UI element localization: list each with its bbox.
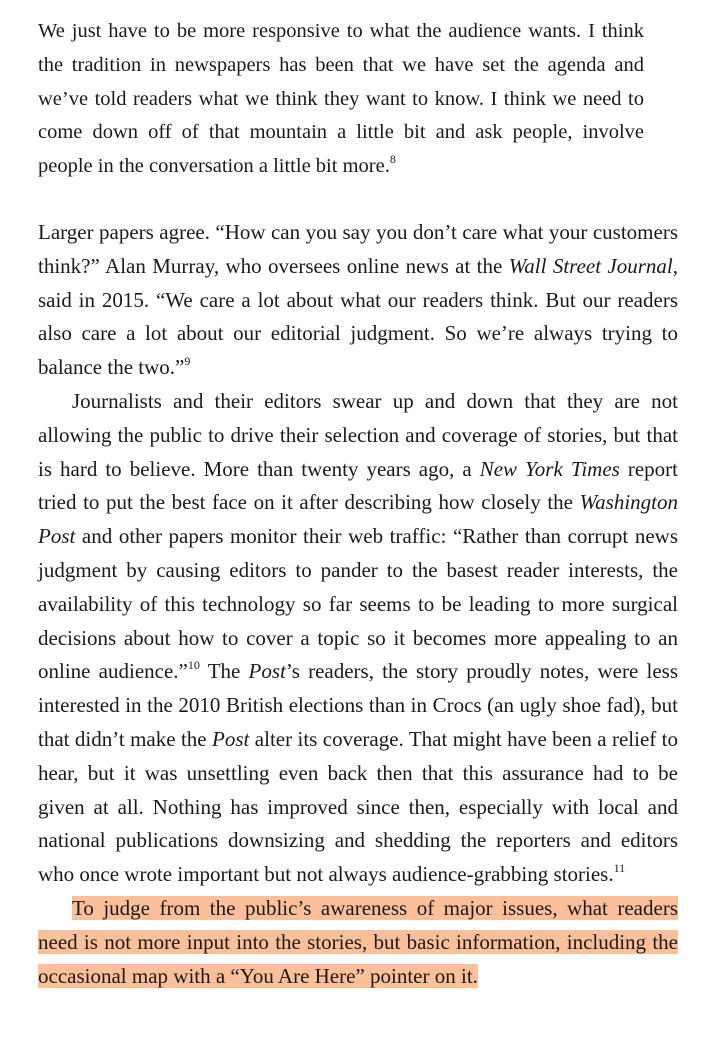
footnote-ref-9: 9 [184, 354, 191, 369]
footnote-ref-11: 11 [613, 861, 626, 876]
p2-text-b: report tried to put the best face on it after describing how closely the [38, 456, 678, 515]
p2-italic-nyt: New York Times [479, 456, 620, 481]
p2-italic-post-1: Post [248, 659, 286, 684]
p2-text-d: The [199, 659, 249, 684]
paragraph-2 [38, 385, 678, 892]
cut-off-line [38, 993, 678, 1001]
paragraph-1 [38, 216, 678, 385]
p2-text-a: Journalists and their editors swear up and down that they are not allowing the public to drive their selection and coverage of stories, but that is hard to believe. More than twenty years ago, a [38, 388, 678, 481]
book-page [38, 15, 678, 1001]
p1-text-b: , said in 2015. “We care a lot about what our readers think. But our readers also care a lot about our editorial judgment. So we’re always trying to balance the two.” [38, 253, 679, 380]
footnote-ref-10: 10 [187, 658, 200, 673]
p2-text-c: and other papers monitor their web traffic: “Rather than corrupt news judgment by causing editors to pander to the basest reader interests, the availability of this technology so far seems to be leading to more surgical decisions about how to cover a topic so it becomes more appealing to an online audience.” [38, 524, 678, 684]
section-gap [38, 184, 678, 216]
paragraph-3 [38, 892, 678, 993]
p1-text-a: Larger papers agree. “How can you say you don’t care what your customers think?” Alan Murray, who oversees online news at the [38, 219, 678, 278]
block-quote [38, 15, 644, 184]
p2-text-f: alter its coverage. That might have been a relief to hear, but it was unsettling even back then that this assurance had to be given at all. Nothing has improved since then, especially with local and national publications downsizing and shedding the reporters and editors who once wrote important but not always audience-grabbing stories. [38, 726, 679, 887]
highlighted-text[interactable]: To judge from the public’s awareness of major issues, what readers need is not more input into the stories, but basic information, including the occasional map with a “You Are Here” pointer on it. [38, 895, 678, 988]
p1-italic-wsj: Wall Street Journal [508, 253, 673, 278]
p2-italic-wapo: Washington Post [38, 490, 678, 549]
footnote-ref-8: 8 [389, 152, 396, 167]
p2-italic-post-2: Post [212, 726, 250, 751]
block-quote-text: We just have to be more responsive to what the audience wants. I think the tradition in newspapers has been that we have set the agenda and we’ve told readers what we think they want to know. I think we need to come down off of that mountain a little bit and ask people, involve people in the conversation a little bit more. [38, 20, 644, 178]
p2-text-e: ’s readers, the story proudly notes, were less interested in the 2010 British elections than in Crocs (an ugly shoe fad), but that didn’t make the [38, 659, 678, 751]
